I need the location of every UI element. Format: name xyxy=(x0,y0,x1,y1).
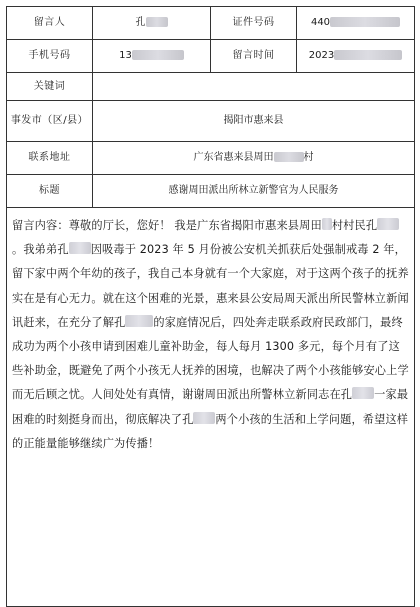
author-label: 留言人 xyxy=(7,7,93,40)
redacted-text xyxy=(125,315,153,327)
form-row-keywords xyxy=(7,73,415,101)
location-label: 事发市（区/县） xyxy=(7,101,93,142)
form-row-phone xyxy=(7,40,415,73)
location-value: 揭阳市惠来县 xyxy=(93,101,415,142)
form-row-message xyxy=(7,208,415,607)
address-label: 联系地址 xyxy=(7,142,93,175)
redacted-phone xyxy=(132,50,184,60)
message-time-value: 2023 xyxy=(297,40,415,73)
form-row-location xyxy=(7,101,415,142)
form-row-author xyxy=(7,7,415,40)
redacted-text xyxy=(377,218,399,230)
id-number-label: 证件号码 xyxy=(211,7,297,40)
form-row-address xyxy=(7,142,415,175)
redacted-author-name xyxy=(146,17,168,27)
id-number-value: 440 xyxy=(297,7,415,40)
keywords-label: 关键词 xyxy=(7,73,93,101)
redacted-text xyxy=(69,242,91,254)
message-form-table xyxy=(6,6,415,607)
redacted-message-time xyxy=(334,50,402,60)
redacted-text xyxy=(322,218,332,230)
redacted-village xyxy=(274,152,304,162)
phone-value: 13 xyxy=(93,40,211,73)
phone-label: 手机号码 xyxy=(7,40,93,73)
redacted-text xyxy=(193,412,215,424)
redacted-text xyxy=(352,387,374,399)
address-value: 广东省惠来县周田 村 xyxy=(93,142,415,175)
keywords-value xyxy=(93,73,415,101)
message-body: 留言内容：尊敬的厅长，您好！ 我是广东省揭阳市惠来县周田 村村民孔。我弟弟孔 因吸毒于 2023 年 5 月份被公安机关抓获后处强制戒毒 2 年，留下家中两个年幼的孩子，我自己本身就有一个大家庭，对于这两个孩子的抚养实在是有心无力。就在这个困难的光景，惠来县公安局周天派出所民警林立新闻讯赶来，在充分了解孔 的家庭情况后，四处奔走联系政府民政部门，最终成功为两个小孩申请到困难儿童补助金，每人每月 1300 多元，每个月有了这些补助金，既避免了两个小孩无人抚养的困境，也解决了两个小孩能够安心上学而无后顾之忧。人间处处有真情，谢谢周田派出所警林立新同志在孔 一家最困难的时刻挺身而出，彻底解决了孔 两个小孩的生活和上学问题，希望这样的正能量能够继续广为传播！ xyxy=(7,208,415,607)
redacted-id-number xyxy=(330,17,400,27)
title-label: 标题 xyxy=(7,175,93,208)
title-value: 感谢周田派出所林立新警官为人民服务 xyxy=(93,175,415,208)
message-time-label: 留言时间 xyxy=(211,40,297,73)
form-row-title xyxy=(7,175,415,208)
author-value: 孔 xyxy=(93,7,211,40)
